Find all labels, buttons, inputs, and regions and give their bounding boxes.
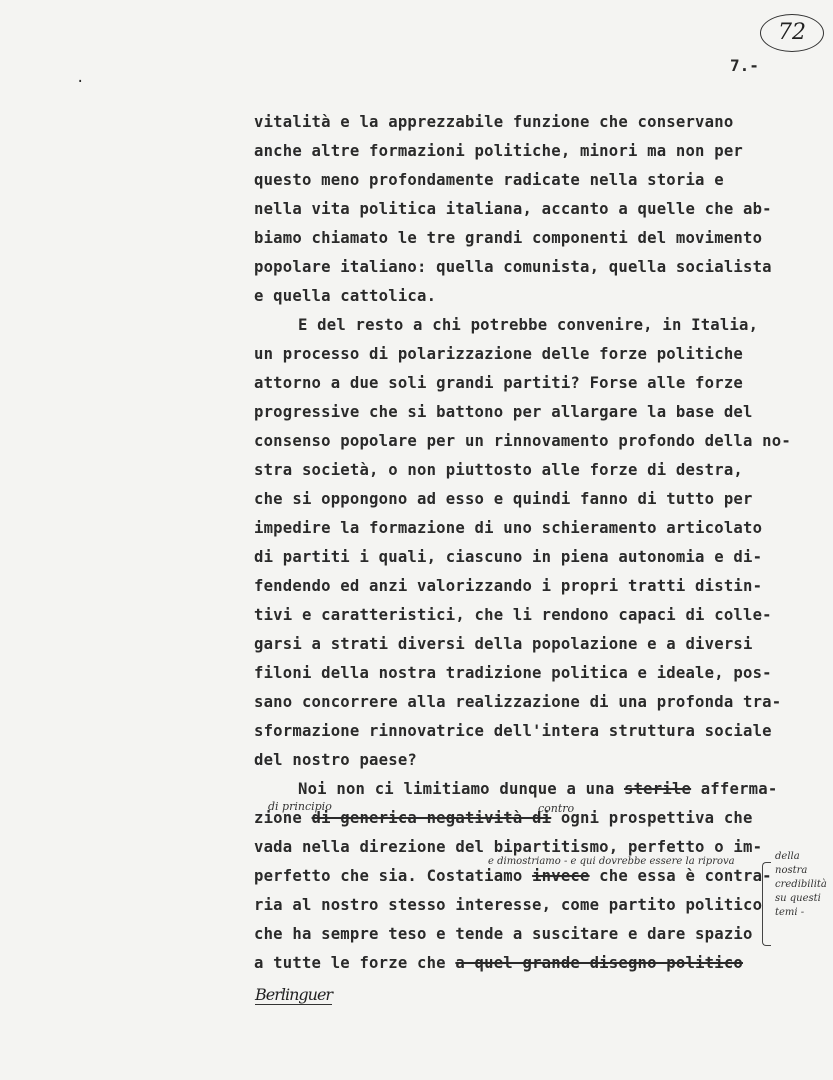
text-line: di partiti i quali, ciascuno in piena autonomia e di- [254,548,763,566]
text-line: impedire la formazione di uno schieramento articolato [254,519,763,537]
text-segment: ogni prospettiva che [551,809,753,827]
text-line: tivi e caratteristici, che li rendono capaci di colle- [254,606,772,624]
struck-text: invece [532,867,590,885]
typed-text [254,108,814,978]
handwritten-insert-di-principio: di principio [268,800,332,813]
text-line [254,775,814,804]
text-segment: che essa è contra- [589,867,772,885]
text-line: biamo chiamato le tre grandi componenti del movimento [254,229,763,247]
text-line: vitalità e la apprezzabile funzione che conservano [254,113,734,131]
text-line: del nostro paese? [254,751,417,769]
text-line: fendendo ed anzi valorizzando i propri tratti distin- [254,577,763,595]
paragraph-1 [254,108,814,311]
text-line: stra società, o non piuttosto alle forze di destra, [254,461,743,479]
text-line: sano concorrere alla realizzazione di una profonda tra- [254,693,782,711]
text-line: progressive che si battono per allargare la base del [254,403,753,421]
text-line: garsi a strati diversi della popolazione e a diversi [254,635,753,653]
paragraph-3 [254,775,814,978]
struck-text: a quel grande disegno politico [455,954,744,972]
text-segment: Noi non ci limitiamo dunque a una [298,780,624,798]
text-line: filoni della nostra tradizione politica e ideale, pos- [254,664,772,682]
handwritten-signature: Berlinguer [255,985,333,1004]
margin-mark: . [76,70,85,86]
text-line: che ha sempre teso e tende a suscitare e dare spazio [254,925,753,943]
margin-bracket [762,862,771,946]
text-segment: perfetto che sia. Costatiamo [254,867,533,885]
text-line [254,804,814,833]
struck-text: di generica negatività di [311,809,552,827]
handwritten-insert-contro: contro [538,802,575,815]
text-line: anche altre formazioni politiche, minori ma non per [254,142,743,160]
handwritten-insert-line: e dimostriamo - e qui dovrebbe essere la riprova [488,856,735,867]
struck-text: sterile [624,780,692,798]
text-line: E del resto a chi potrebbe convenire, in Italia, [298,316,759,334]
archive-number-stamp: 72 [760,14,824,52]
text-line: questo meno profondamente radicate nella storia e [254,171,724,189]
text-line: popolare italiano: quella comunista, quella socialista [254,258,772,276]
text-line: e quella cattolica. [254,287,437,305]
paragraph-2 [254,311,814,775]
text-line: consenso popolare per un rinnovamento profondo della no- [254,432,791,450]
text-segment: afferma- [691,780,778,798]
text-segment: a tutte le forze che [254,954,456,972]
handwritten-margin-note: della nostra credibilità su questi temi - [775,851,827,918]
text-line [254,949,814,978]
text-line: sformazione rinnovatrice dell'intera struttura sociale [254,722,772,740]
text-line: vada nella direzione del bipartitismo, perfetto o im- [254,838,763,856]
text-line: un processo di polarizzazione delle forze politiche [254,345,743,363]
page-number: 7.- [730,56,759,75]
text-line: ria al nostro stesso interesse, come partito politico [254,896,763,914]
text-line: nella vita politica italiana, accanto a quelle che ab- [254,200,772,218]
text-line: attorno a due soli grandi partiti? Forse alle forze [254,374,743,392]
text-segment: zione [254,809,312,827]
text-line: che si oppongono ad esso e quindi fanno di tutto per [254,490,753,508]
